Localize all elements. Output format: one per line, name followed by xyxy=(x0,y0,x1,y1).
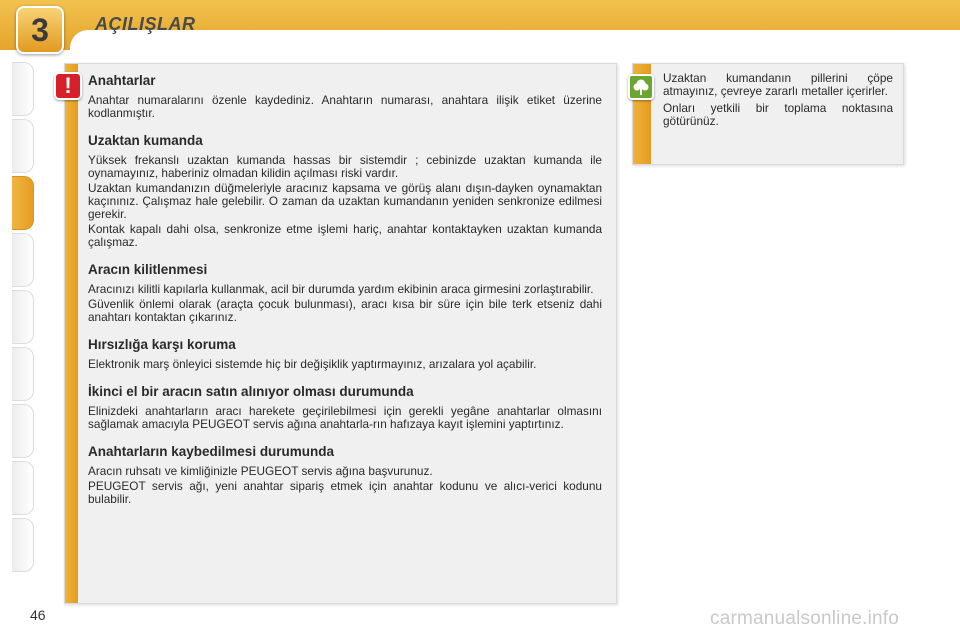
chapter-tab-4[interactable] xyxy=(12,233,34,287)
chapter-tab-2[interactable] xyxy=(12,119,34,173)
header-notch xyxy=(70,30,960,50)
page-title: AÇILIŞLAR xyxy=(95,14,196,34)
section-paragraph: Anahtar numaralarını özenle kaydediniz. Anahtarın numarası, anahtara ilişik etiket üzerine kodlanmıştır. xyxy=(88,93,602,120)
chapter-tab-7[interactable] xyxy=(12,404,34,458)
chapter-tabs xyxy=(12,62,34,575)
section-paragraph: PEUGEOT servis ağı, yeni anahtar sipariş etmek için anahtar kodunu ve alıcı-verici kodunu bulabilir. xyxy=(88,479,602,506)
section-lost-keys xyxy=(88,444,602,506)
chapter-tab-9[interactable] xyxy=(12,518,34,572)
section-used-vehicle xyxy=(88,384,602,431)
section-paragraph: Kontak kapalı dahi olsa, senkronize etme işlemi hariç, anahtar kontaktayken uzaktan kumanda çalışmaz. xyxy=(88,222,602,249)
chapter-tab-5[interactable] xyxy=(12,290,34,344)
section-keys xyxy=(88,73,602,120)
chapter-tab-3-active[interactable] xyxy=(12,176,34,230)
panel-accent-stripe xyxy=(65,64,78,603)
section-heading: Anahtarların kaybedilmesi durumunda xyxy=(88,444,335,459)
section-paragraph: Uzaktan kumandanızın düğmeleriyle aracınız kapsama ve görüş alanı dışın-dayken oynamaktan kaçınınız. Çalışmaz hale gelebilir. O zaman da uzaktan kumandanın yeniden senkronize edilmesi gerekir. xyxy=(88,181,602,221)
section-remote-control xyxy=(88,133,602,249)
chapter-tab-1[interactable] xyxy=(12,62,34,116)
section-paragraph: Aracınızı kilitli kapılarla kullanmak, acil bir durumda yardım ekibinin araca girmesini zorlaştırabilir. xyxy=(88,282,594,296)
section-anti-theft xyxy=(88,337,602,371)
section-paragraph: Güvenlik önlemi olarak (araçta çocuk bulunması), aracı kısa bir süre için bile terk etseniz dahi anahtarı kontaktan çıkarınız. xyxy=(88,297,602,324)
section-heading: Anahtarlar xyxy=(88,73,156,88)
section-paragraph: Elektronik marş önleyici sistemde hiç bir değişiklik yaptırmayınız, arızalara yol açabilir. xyxy=(88,357,537,371)
chapter-badge: 3 xyxy=(16,6,64,54)
main-content xyxy=(88,73,602,519)
section-heading: Uzaktan kumanda xyxy=(88,133,203,148)
environment-note-text xyxy=(663,72,893,132)
section-paragraph: Elinizdeki anahtarların aracı harekete geçirilebilmesi için gerekli yegâne anahtarlar olmasını sağlamak amacıyla PEUGEOT servis ağına anahtarla-rın hafızaya kayıt işlemini yaptırtınız. xyxy=(88,404,602,431)
sidebox-paragraph: Onları yetkili bir toplama noktasına götürünüz. xyxy=(663,101,893,128)
section-heading: İkinci el bir aracın satın alınıyor olması durumunda xyxy=(88,384,414,399)
watermark: carmanualsonline.info xyxy=(710,608,900,629)
chapter-tab-6[interactable] xyxy=(12,347,34,401)
section-paragraph: Aracın ruhsatı ve kimliğinizle PEUGEOT servis ağına başvurunuz. xyxy=(88,464,433,478)
eco-tree-icon-graphic xyxy=(630,76,652,98)
chapter-tab-8[interactable] xyxy=(12,461,34,515)
page-number: 46 xyxy=(30,607,46,623)
eco-tree-icon xyxy=(628,74,654,100)
sidebox-paragraph: Uzaktan kumandanın pillerini çöpe atmayınız, çevreye zararlı metaller içerirler. xyxy=(663,71,893,98)
section-vehicle-locking xyxy=(88,262,602,324)
warning-icon: ! xyxy=(54,72,82,100)
section-heading: Hırsızlığa karşı koruma xyxy=(88,337,236,352)
section-paragraph: Yüksek frekanslı uzaktan kumanda hassas bir sistemdir ; cebinizde uzaktan kumanda ile oynamayınız, haberiniz olmadan kilidin açılması riski vardır. xyxy=(88,153,602,180)
section-heading: Aracın kilitlenmesi xyxy=(88,262,208,277)
